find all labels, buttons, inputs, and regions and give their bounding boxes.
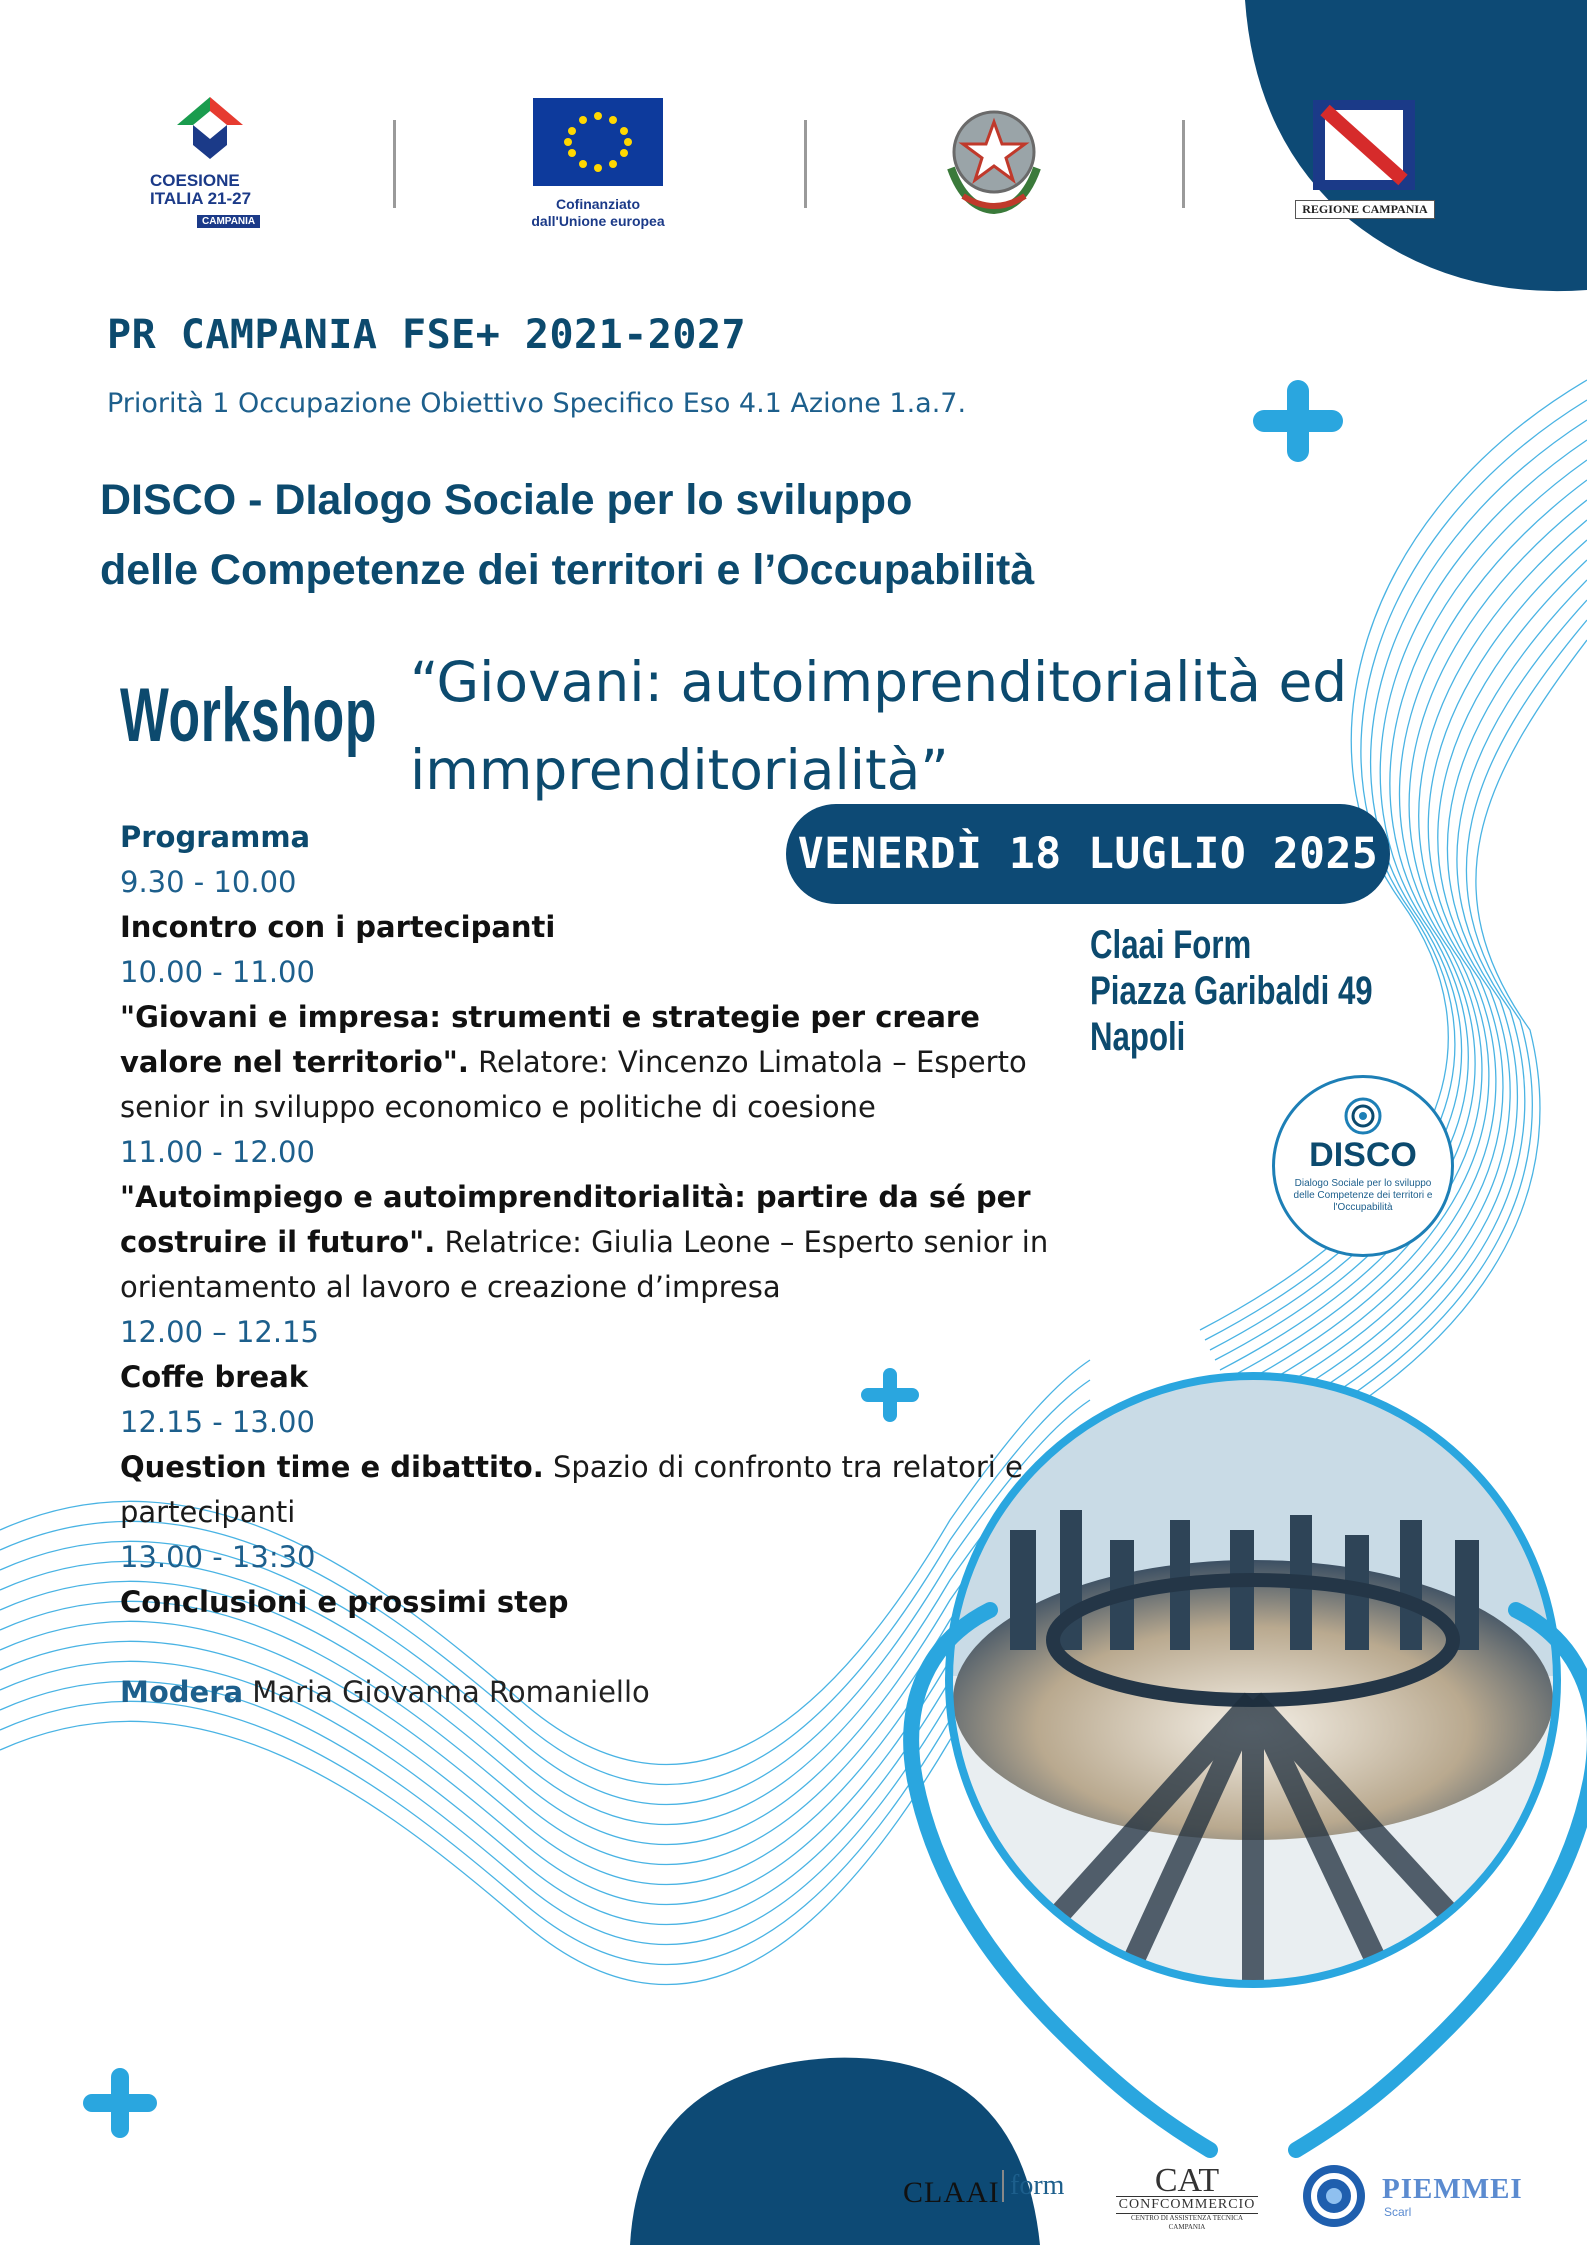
slot-title: "Giovani e impresa: strumenti e strategie per creare valore nel territorio".: [120, 1000, 980, 1079]
project-title-line1: DISCO - DIalogo Sociale per lo sviluppo: [100, 476, 913, 524]
disco-badge-name: DISCO: [1309, 1136, 1417, 1174]
slot-detail: Relatrice: Giulia Leone – Esperto senior in orientamento al lavoro e creazione d’impresa: [120, 1225, 1049, 1304]
coesione-logo: [150, 95, 270, 235]
cat-confcommercio-logo: [1116, 2162, 1258, 2232]
venue-city: Napoli: [1090, 1015, 1186, 1059]
slot-detail: Spazio di confronto tra relatori e partecipanti: [120, 1450, 1023, 1529]
coesione-logo-region: CAMPANIA: [197, 215, 260, 228]
event-date-badge: VENERDÌ 18 LUGLIO 2025: [786, 804, 1390, 904]
logo-separator: [804, 120, 807, 208]
slot-description: [120, 1175, 1070, 1310]
italian-republic-emblem: [935, 98, 1053, 216]
slot-time: 10.00 - 11.00: [120, 955, 315, 989]
workshop-title-line1: “Giovani: autoimprenditorialità ed: [410, 650, 1348, 714]
workshop-title-line2: immprenditorialità”: [410, 738, 949, 802]
cat-logo-text: CAT: [1154, 2162, 1220, 2199]
slot-time: 13.00 - 13:30: [120, 1540, 316, 1574]
claai-form-logo: form: [1002, 2170, 1064, 2202]
slot-description: [120, 995, 1070, 1130]
slot-description: [120, 1580, 1070, 1625]
venue-address: Piazza Garibaldi 49: [1090, 969, 1373, 1013]
workshop-label: Workshop: [120, 673, 378, 758]
piemmei-logo: PIEMMEI: [1382, 2173, 1523, 2205]
regione-campania-caption: REGIONE CAMPANIA: [1295, 200, 1435, 219]
slot-time: 12.15 - 13.00: [120, 1405, 315, 1439]
disco-target-icon: [1343, 1096, 1383, 1136]
slot-time: 9.30 - 10.00: [120, 865, 297, 899]
slot-description: [120, 1355, 1070, 1400]
slot-time: 12.00 – 12.15: [120, 1315, 319, 1349]
project-title: [100, 465, 1034, 605]
disco-badge-subtitle: Dialogo Sociale per lo sviluppo delle Competenze dei territori e l'Occupabilità: [1293, 1178, 1433, 1213]
workshop-title: [410, 638, 1410, 814]
slot-title: "Autoimpiego e autoimprenditorialità: partire da sé per costruire il futuro".: [120, 1180, 1031, 1259]
cat-logo-sub: CONFCOMMERCIO: [1116, 2196, 1258, 2214]
programme-title: PR CAMPANIA FSE+ 2021-2027: [107, 312, 747, 358]
slot-description: [120, 1445, 1040, 1535]
slot-title: Coffe break: [120, 1360, 309, 1394]
eu-cofinancing-caption: [510, 196, 686, 230]
event-location: [1090, 922, 1373, 1060]
slot-title: Conclusioni e prossimi step: [120, 1585, 569, 1619]
claai-logo: CLAAI: [903, 2176, 1000, 2209]
piemmei-logo-sub: Scarl: [1384, 2205, 1412, 2219]
venue-name: Claai Form: [1090, 923, 1252, 967]
programme-schedule: [120, 815, 1070, 1715]
eu-flag-logo: [533, 98, 663, 186]
coesione-logo-text: COESIONE ITALIA 21-27: [150, 171, 252, 208]
project-title-line2: delle Competenze dei territori e l’Occupabilità: [100, 546, 1035, 594]
logo-separator: [1182, 120, 1185, 208]
logo-separator: [393, 120, 396, 208]
slot-detail: Relatore: Vincenzo Limatola – Esperto senior in sviluppo economico e politiche di coesione: [120, 1045, 1027, 1124]
slot-title: Question time e dibattito.: [120, 1450, 544, 1484]
programme-heading: Programma: [120, 820, 311, 854]
priority-subtitle: Priorità 1 Occupazione Obiettivo Specifico Eso 4.1 Azione 1.a.7.: [107, 388, 967, 419]
slot-description: [120, 905, 1070, 950]
regione-campania-logo: [1313, 100, 1415, 190]
moderator-label: Modera: [120, 1675, 244, 1709]
moderator-name: Maria Giovanna Romaniello: [243, 1675, 650, 1709]
piemmei-mark-icon: [1303, 2165, 1365, 2227]
disco-badge: [1272, 1075, 1454, 1257]
eu-caption-line1: Cofinanziato: [556, 196, 640, 212]
slot-time: 11.00 - 12.00: [120, 1135, 315, 1169]
slot-title: Incontro con i partecipanti: [120, 910, 556, 944]
eu-caption-line2: dall'Unione europea: [531, 213, 665, 229]
moderator-line: [120, 1670, 1070, 1715]
cat-logo-tiny: CENTRO DI ASSISTENZA TECNICA CAMPANIA: [1130, 2214, 1244, 2231]
